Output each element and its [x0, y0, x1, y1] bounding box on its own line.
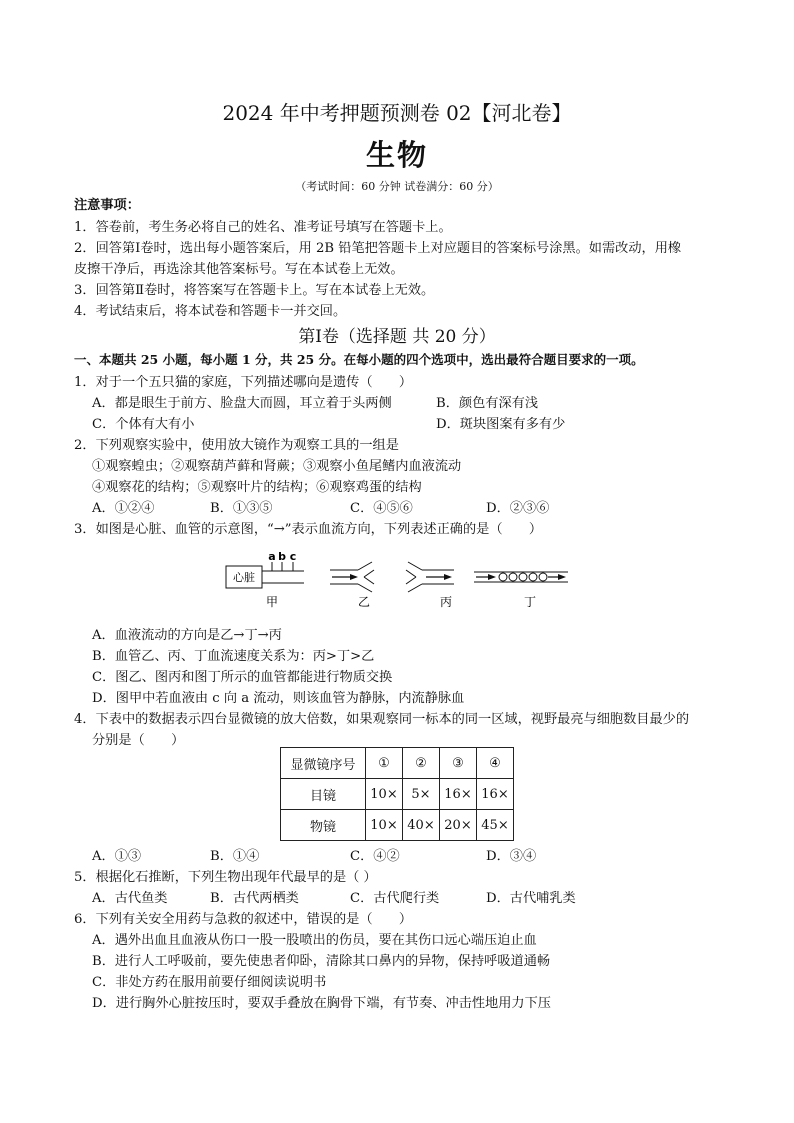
- label-yi: 乙: [357, 595, 371, 609]
- q3-option-c: C．图乙、图丙和图丁所示的血管都能进行物质交换: [92, 670, 393, 685]
- label-bing: 丙: [439, 595, 453, 609]
- table-cell: 10×: [366, 810, 403, 841]
- q6-option-a: A．遇外出血且血液从伤口一股一股喷出的伤员，要在其伤口远心端压迫止血: [92, 933, 537, 948]
- notes-heading: 注意事项：: [74, 198, 140, 213]
- q3-stem: 3．如图是心脏、血管的示意图，“→”表示血流方向，下列表述正确的是（ ）: [74, 522, 543, 537]
- point-c-label: c: [289, 550, 297, 563]
- table-cell: 16×: [477, 779, 514, 810]
- q3-option-d: D．图甲中若血液由 c 向 a 流动，则该血管为静脉，内流静脉血: [92, 691, 465, 706]
- q4-option-b: B．①④: [210, 849, 260, 864]
- section-instruction: 一、本题共 25 小题，每小题 1 分，共 25 分。在每小题的四个选项中，选出最符合题目要求的一项。: [74, 352, 644, 367]
- q5-option-b: B．古代两栖类: [210, 891, 299, 906]
- q2-stem: 2．下列观察实验中，使用放大镜作为观察工具的一组是: [74, 438, 399, 453]
- q4-option-c: C．④②: [350, 849, 400, 864]
- q6-option-d: D．进行胸外心脏按压时，要双手叠放在胸骨下端，有节奏、冲击性地用力下压: [92, 996, 551, 1011]
- point-b-label: b: [278, 550, 286, 563]
- note-item: 1．答卷前，考生务必将自己的姓名、准考证号填写在答题卡上。: [74, 220, 452, 235]
- exam-time-info: （考试时间：60 分钟 试卷满分：60 分）: [295, 180, 499, 193]
- q5-stem: 5．根据化石推断，下列生物出现年代最早的是（ ）: [74, 870, 377, 885]
- label-ding: 丁: [523, 595, 537, 609]
- q2-option-d: D．②③⑥: [486, 501, 550, 516]
- q2-items-line1: ①观察蝗虫；②观察葫芦藓和肾蕨；③观察小鱼尾鳍内血液流动: [92, 459, 462, 474]
- q4-stem-cont: 分别是（ ）: [92, 733, 185, 748]
- table-cell: 45×: [477, 810, 514, 841]
- point-a-label: a: [268, 550, 276, 563]
- vessel-ding: [474, 572, 568, 582]
- note-item: 4．考试结束后，将本试卷和答题卡一并交回。: [74, 304, 347, 319]
- table-cell: 目镜: [281, 779, 366, 810]
- q2-option-a: A．①②④: [92, 501, 155, 516]
- q1-option-c: C．个体有大有小: [92, 417, 195, 432]
- table-cell: 10×: [366, 779, 403, 810]
- label-jia: 甲: [265, 595, 279, 609]
- q3-option-b: B．血管乙、丙、丁血流速度关系为：丙>丁>乙: [92, 649, 375, 664]
- note-item: 皮擦干净后，再选涂其他答案标号。写在本试卷上无效。: [74, 262, 404, 277]
- q4-stem: 4．下表中的数据表示四台显微镜的放大倍数，如果观察同一标本的同一区域，视野最亮与细胞数目最少的: [74, 712, 690, 727]
- q6-stem: 6．下列有关安全用药与急救的叙述中，错误的是（ ）: [74, 912, 413, 927]
- q2-option-b: B．①③⑤: [210, 501, 273, 516]
- q1-option-a: A．都是眼生于前方、脸盘大而圆，耳立着于头两侧: [92, 396, 392, 411]
- table-cell: 20×: [440, 810, 477, 841]
- note-item: 3．回答第Ⅱ卷时，将答案写在答题卡上。写在本试卷上无效。: [74, 283, 435, 298]
- q6-option-b: B．进行人工呼吸前，要先使患者仰卧，清除其口鼻内的异物，保持呼吸道通畅: [92, 954, 551, 969]
- q1-option-d: D．斑块图案有多有少: [436, 417, 566, 432]
- q1-stem: 1．对于一个五只猫的家庭，下列描述哪向是遗传（ ）: [74, 375, 413, 390]
- subject-title: 生物: [365, 138, 428, 172]
- table-cell: ③: [440, 748, 477, 779]
- q6-option-c: C．非处方药在服用前要仔细阅读说明书: [92, 975, 327, 990]
- vessel-yi: [330, 562, 374, 592]
- heart-vessel-figure: [222, 548, 582, 612]
- table-cell: 40×: [403, 810, 440, 841]
- table-row: [281, 779, 514, 810]
- table-cell: 显微镜序号: [281, 748, 366, 779]
- table-cell: 物镜: [281, 810, 366, 841]
- table-cell: ②: [403, 748, 440, 779]
- table-cell: 16×: [440, 779, 477, 810]
- vessel-bing: [406, 562, 454, 592]
- table-cell: 5×: [403, 779, 440, 810]
- q5-option-c: C．古代爬行类: [350, 891, 440, 906]
- table-row: [281, 810, 514, 841]
- section-title: 第Ⅰ卷（选择题 共 20 分）: [298, 327, 496, 347]
- heart-label: 心脏: [233, 571, 255, 584]
- q4-option-a: A．①③: [92, 849, 142, 864]
- table-cell: ④: [477, 748, 514, 779]
- q5-option-d: D．古代哺乳类: [486, 891, 576, 906]
- table-cell: ①: [366, 748, 403, 779]
- microscope-table: [280, 747, 514, 841]
- q1-option-b: B．颜色有深有浅: [436, 396, 539, 411]
- table-header-row: [281, 748, 514, 779]
- q3-option-a: A．血液流动的方向是乙→丁→丙: [92, 628, 282, 643]
- q4-option-d: D．③④: [486, 849, 537, 864]
- note-item: 2．回答第Ⅰ卷时，选出每小题答案后，用 2B 铅笔把答题卡上对应题目的答案标号涂黑。如需改动，用橡: [74, 241, 682, 256]
- q5-option-a: A．古代鱼类: [92, 891, 168, 906]
- q2-option-c: C．④⑤⑥: [350, 501, 413, 516]
- q2-items-line2: ④观察花的结构；⑤观察叶片的结构；⑥观察鸡蛋的结构: [92, 480, 422, 495]
- exam-title: 2024 年中考押题预测卷 02【河北卷】: [222, 101, 572, 125]
